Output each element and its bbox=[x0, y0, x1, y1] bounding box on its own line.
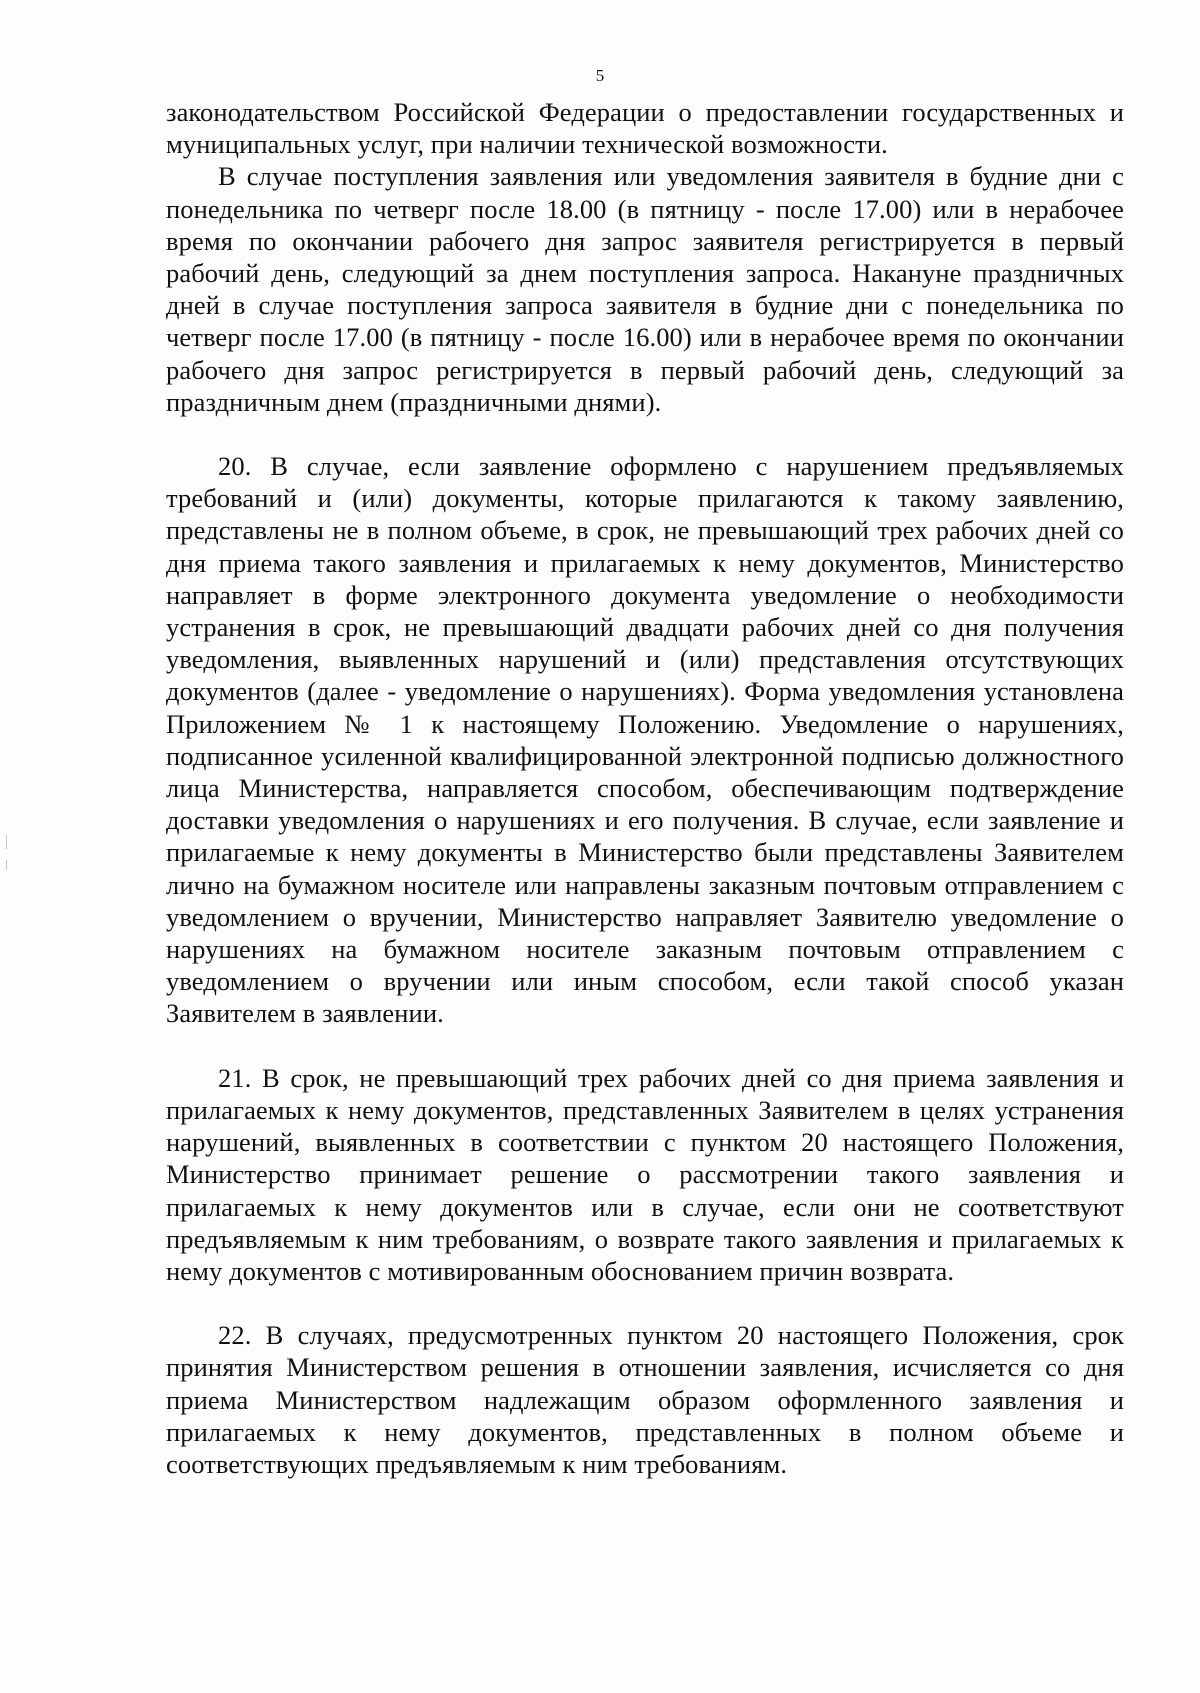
scan-edge-mark bbox=[6, 835, 7, 849]
scan-edge-mark bbox=[6, 860, 7, 870]
paragraph-continuation: законодательством Российской Федерации о предоставлении государственных и муниципальных услуг, при наличии технической возможности. bbox=[166, 97, 1124, 160]
paragraph-20: 20. В случае, если заявление оформлено с нарушением предъявляемых требований и (или) документы, которые прилагаются к такому заявлению, представлены не в полном объеме, в срок, не превышающий трех рабочих дней со дня приема такого заявления и прилагаемых к нему документов, Министерство направляет в форме электронного документа уведомление о необходимости устранения в срок, не превышающий двадцати рабочих дней со дня получения уведомления, выявленных нарушений и (или) представления отсутствующих документов (далее - уведомление о нарушениях). Форма уведомления установлена Приложением № 1 к настоящему Положению. Уведомление о нарушениях, подписанное усиленной квалифицированной электронной подписью должностного лица Министерства, направляется способом, обеспечивающим подтверждение доставки уведомления о нарушениях и его получения. В случае, если заявление и прилагаемые к нему документы в Министерство были представлены Заявителем лично на бумажном носителе или направлены заказным почтовым отправлением с уведомлением о вручении, Министерство направляет Заявителю уведомление о нарушениях на бумажном носителе заказным почтовым отправлением с уведомлением о вручении или иным способом, если такой способ указан Заявителем в заявлении. bbox=[166, 451, 1124, 1029]
paragraph-22: 22. В случаях, предусмотренных пунктом 20 настоящего Положения, срок принятия Министерством решения в отношении заявления, исчисляется со дня приема Министерством надлежащим образом оформленного заявления и прилагаемых к нему документов, представленных в полном объеме и соответствующих предъявляемым к ним требованиям. bbox=[166, 1320, 1124, 1479]
paragraph-registration-time: В случае поступления заявления или уведомления заявителя в будние дни с понедельника по четверг после 18.00 (в пятницу - после 17.00) или в нерабочее время по окончании рабочего дня запрос заявителя регистрируется в первый рабочий день, следующий за днем поступления запроса. Накануне праздничных дней в случае поступления запроса заявителя в будние дни с понедельника по четверг после 17.00 (в пятницу - после 16.00) или в нерабочее время по окончании рабочего дня запрос регистрируется в первый рабочий день, следующий за праздничным днем (праздничными днями). bbox=[166, 161, 1124, 417]
paragraph-21: 21. В срок, не превышающий трех рабочих дней со дня приема заявления и прилагаемых к нему документов, представленных Заявителем в целях устранения нарушений, выявленных в соответствии с пунктом 20 настоящего Положения, Министерство принимает решение о рассмотрении такого заявления и прилагаемых к нему документов или в случае, если они не соответствуют предъявляемым к ним требованиям, о возврате такого заявления и прилагаемых к нему документов с мотивированным обоснованием причин возврата. bbox=[166, 1062, 1124, 1286]
page-number: 5 bbox=[595, 66, 605, 85]
document-body bbox=[166, 96, 1124, 1480]
